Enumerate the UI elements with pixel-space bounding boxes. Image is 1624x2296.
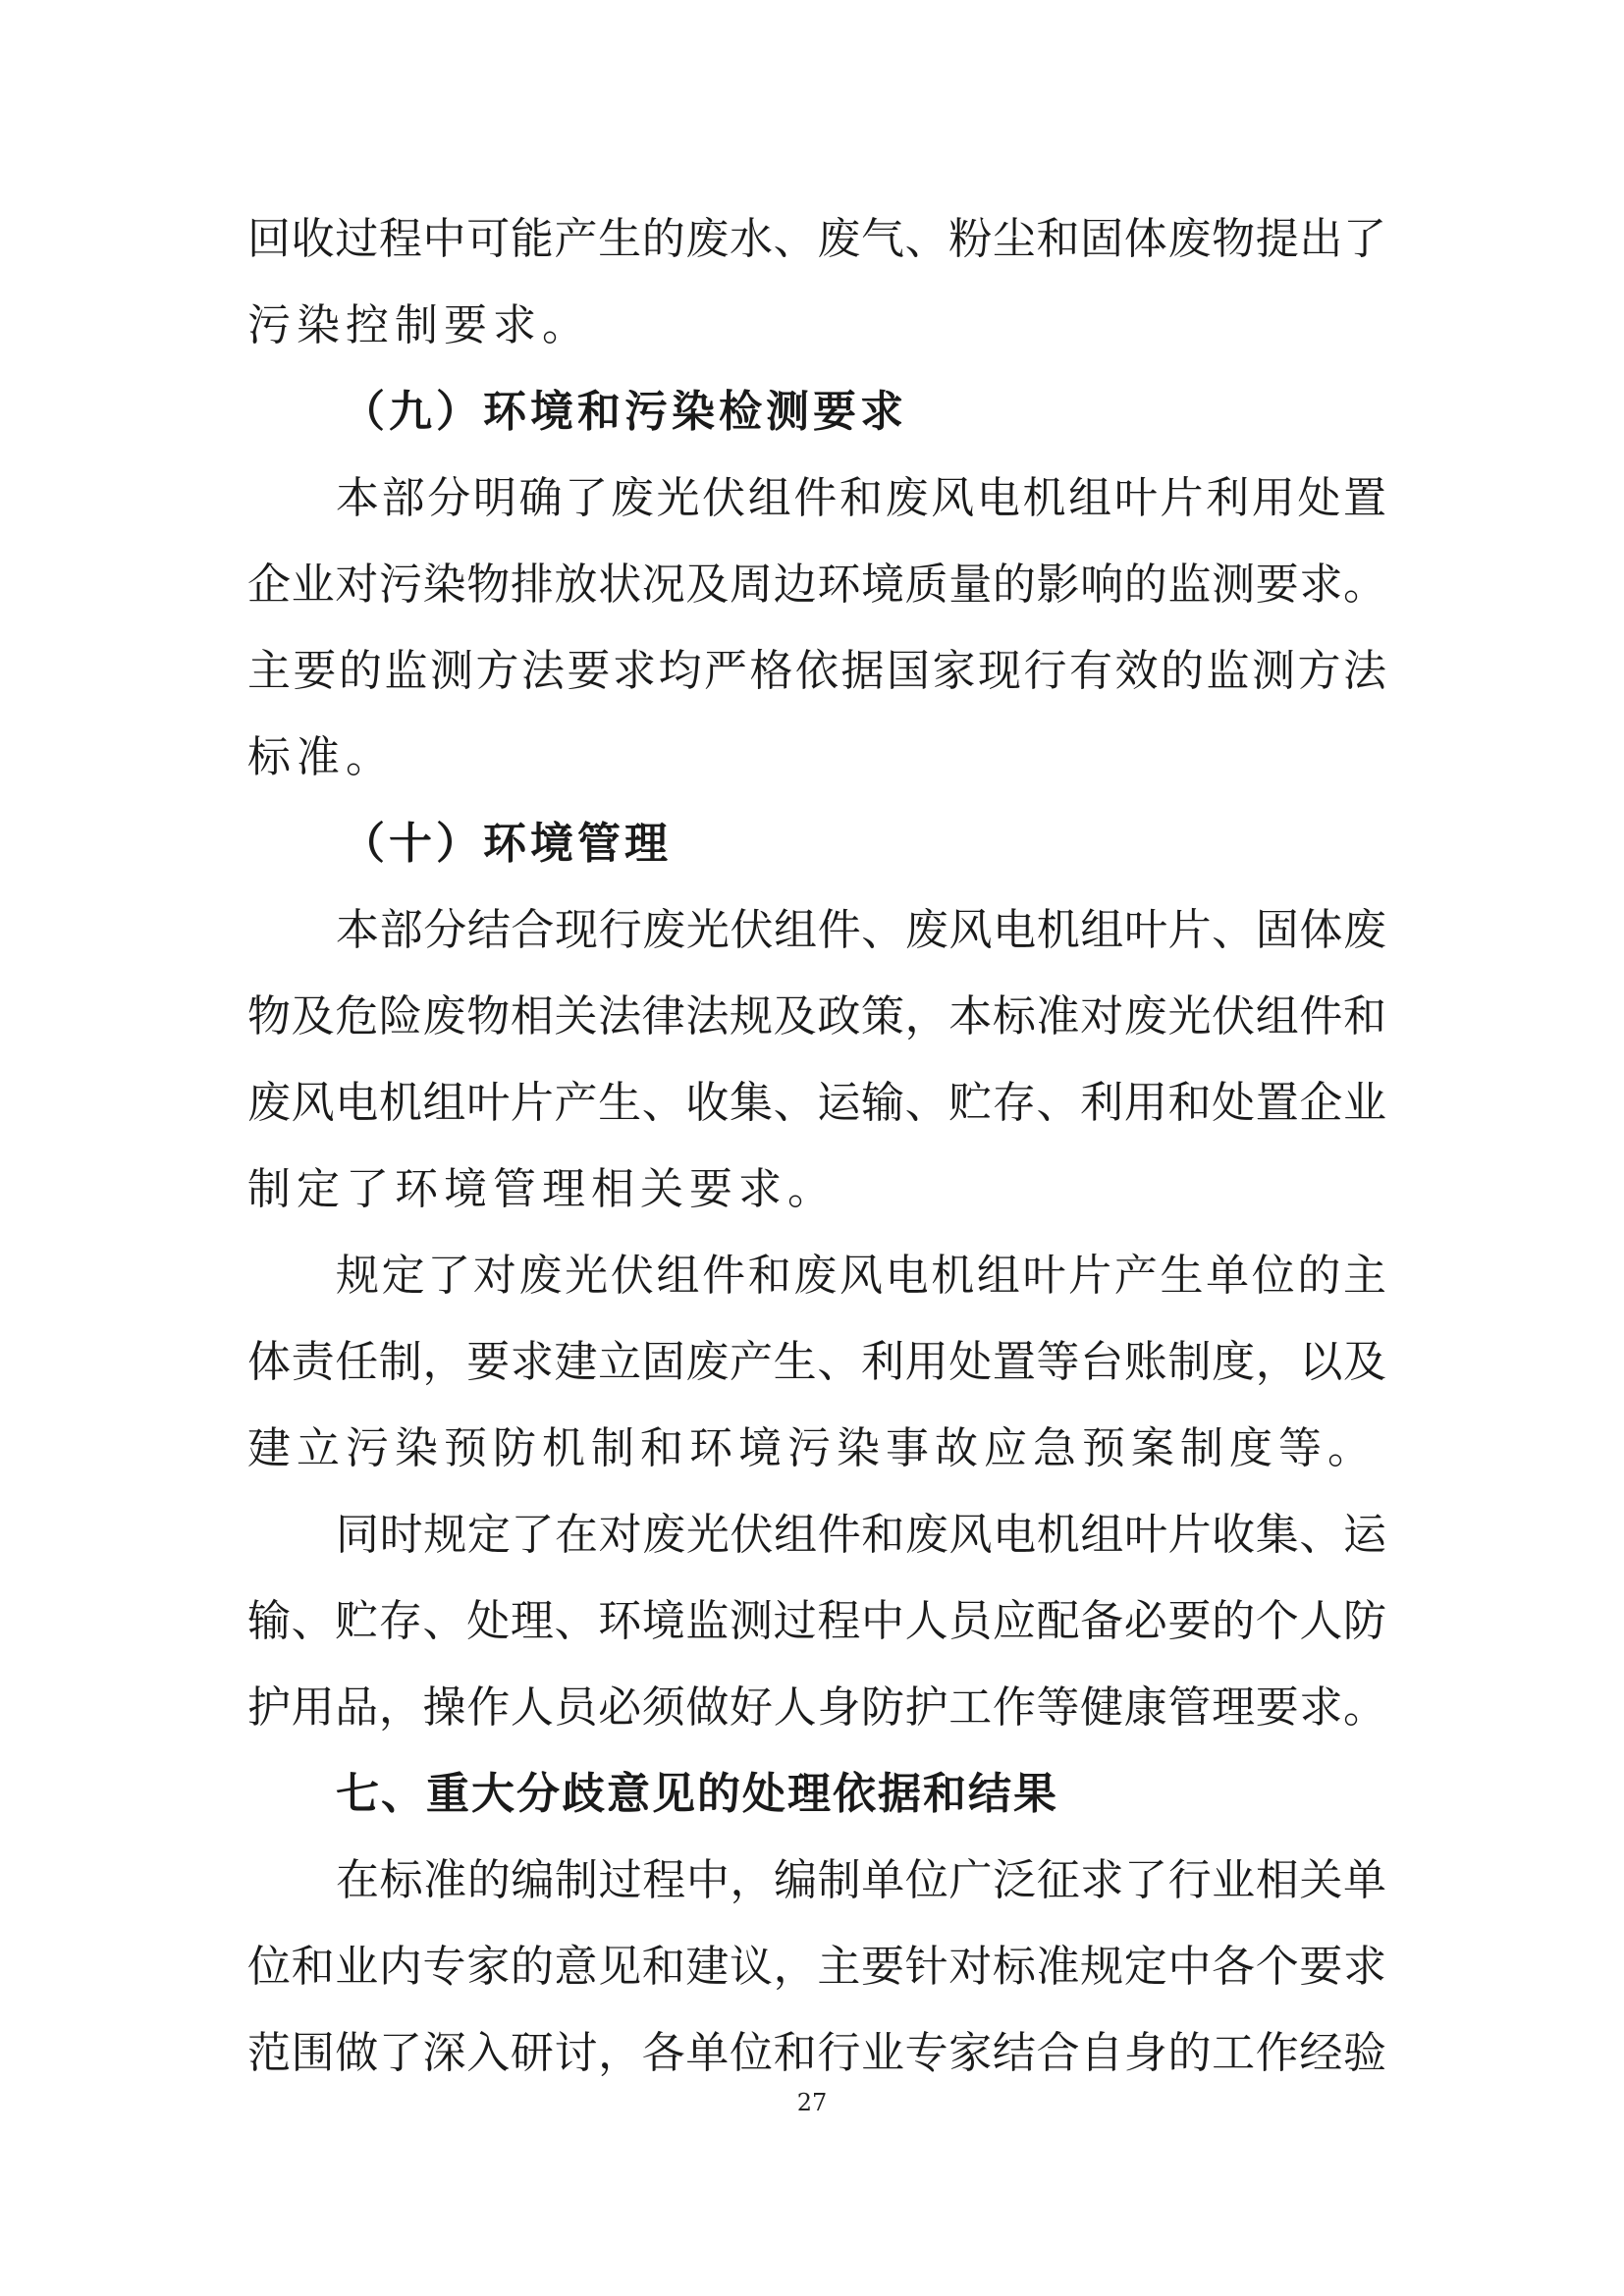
paragraph-line: 回收过程中可能产生的废水、废气、粉尘和固体废物提出了 [247,214,1386,264]
paragraph-line: 本部分明确了废光伏组件和废风电机组叶片利用处置 [336,473,1386,523]
paragraph-line: 企业对污染物排放状况及周边环境质量的影响的监测要求。 [247,560,1386,610]
paragraph-line: 本部分结合现行废光伏组件、废风电机组叶片、固体废 [336,905,1386,955]
paragraph-line: 标准。 [247,732,395,782]
paragraph-line: 范围做了深入研讨，各单位和行业专家结合自身的工作经验 [247,2028,1386,2078]
paragraph-line: 体责任制，要求建立固废产生、利用处置等台账制度，以及 [247,1337,1386,1387]
paragraph-line: 主要的监测方法要求均严格依据国家现行有效的监测方法 [247,646,1386,696]
paragraph-line: 物及危险废物相关法律法规及政策，本标准对废光伏组件和 [247,991,1386,1041]
paragraph-line: 建立污染预防机制和环境污染事故应急预案制度等。 [247,1423,1377,1473]
paragraph-line: 位和业内专家的意见和建议，主要针对标准规定中各个要求 [247,1942,1386,1992]
paragraph-line: 污染控制要求。 [247,300,591,350]
paragraph-line: 输、贮存、处理、环境监测过程中人员应配备必要的个人防 [247,1596,1386,1646]
chapter-heading: 七、重大分歧意见的处理依据和结果 [336,1769,1058,1819]
paragraph-line: 同时规定了在对废光伏组件和废风电机组叶片收集、运 [336,1510,1386,1560]
paragraph-line: 护用品，操作人员必须做好人身防护工作等健康管理要求。 [247,1682,1386,1733]
paragraph-line: 废风电机组叶片产生、收集、运输、贮存、利用和处置企业 [247,1078,1386,1128]
page-number: 27 [796,2089,828,2116]
section-heading: （九）环境和污染检测要求 [342,387,907,437]
paragraph-line: 制定了环境管理相关要求。 [247,1164,837,1214]
section-heading: （十）环境管理 [342,819,672,869]
paragraph-line: 在标准的编制过程中，编制单位广泛征求了行业相关单 [336,1855,1386,1905]
paragraph-line: 规定了对废光伏组件和废风电机组叶片产生单位的主 [336,1251,1386,1301]
